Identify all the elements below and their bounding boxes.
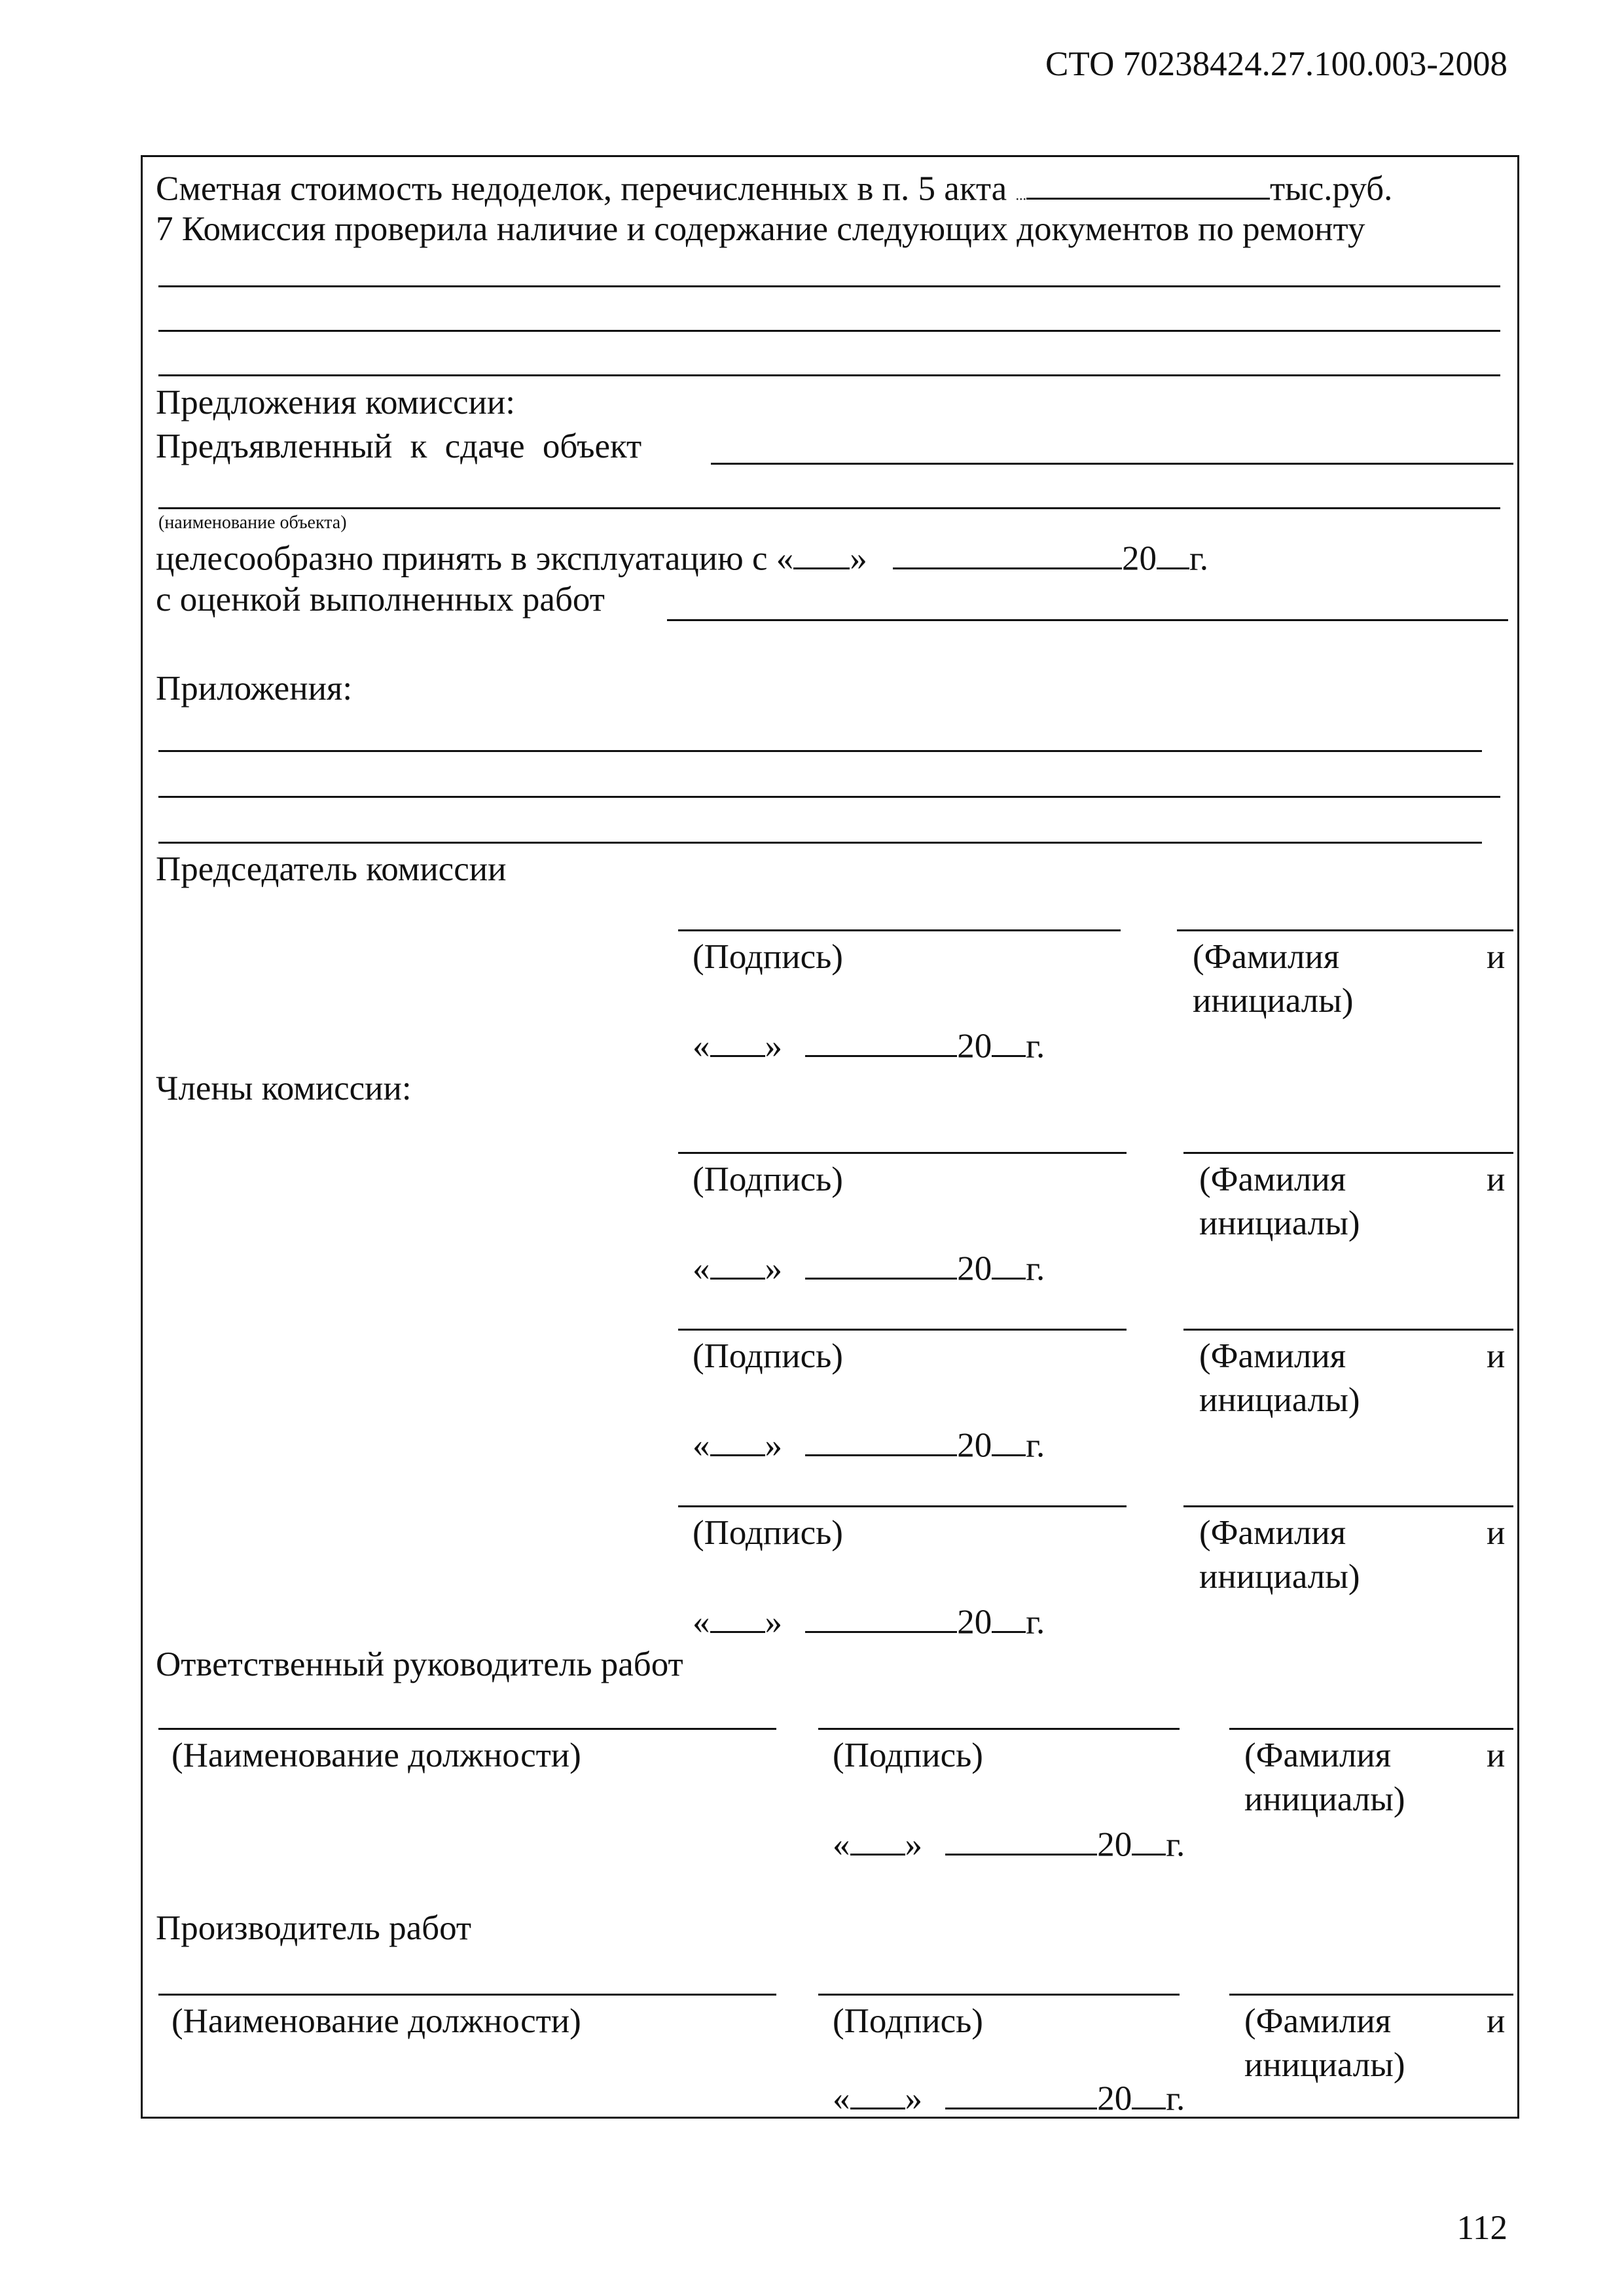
foreman-signature-caption: (Подпись) [833,2002,983,2040]
accept-mid: » [850,539,867,578]
foreman-name-caption: (Фамилия [1244,2002,1392,2040]
manager-name-caption-2: инициалы) [1244,1780,1405,1818]
chairman-name-caption-2: инициалы) [1193,982,1354,1020]
chairman-date: « » 20 г. [693,1027,1045,1066]
manager-name-caption: (Фамилия [1244,1736,1392,1774]
member3-name-caption-2: инициалы) [1199,1558,1360,1596]
chairman-label: Председатель комиссии [156,850,507,888]
item7-text: 7 Комиссия проверила наличие и содержание следующих документов по ремонту [156,210,1365,248]
chairman-name-line[interactable] [1177,929,1513,931]
member2-name-and: и [1487,1337,1506,1375]
foreman-position-caption: (Наименование должности) [171,2002,581,2040]
member3-name-line[interactable] [1183,1505,1513,1507]
member2-signature-caption: (Подпись) [693,1337,843,1375]
manager-label: Ответственный руководитель работ [156,1645,683,1683]
member3-date-year-field[interactable] [992,1604,1026,1633]
member3-signature-line[interactable] [678,1505,1127,1507]
appendices-line-3[interactable] [158,842,1482,844]
member2-date-day-field[interactable] [710,1427,765,1456]
estimate-row [156,170,1392,206]
member3-name-caption: (Фамилия [1199,1514,1346,1552]
assessment-field[interactable] [667,619,1508,621]
member1-name-and: и [1487,1160,1506,1198]
accept-day-field[interactable] [793,540,850,569]
member1-name-caption: (Фамилия [1199,1160,1346,1198]
manager-signature-caption: (Подпись) [833,1736,983,1774]
manager-signature-line[interactable] [818,1728,1180,1730]
object-caption: (наименование объекта) [158,512,347,533]
manager-position-caption: (Наименование должности) [171,1736,581,1774]
foreman-date-year-field[interactable] [1132,2080,1166,2109]
member2-date-year-field[interactable] [992,1427,1026,1456]
member2-name-caption-2: инициалы) [1199,1381,1360,1419]
member1-signature-line[interactable] [678,1152,1127,1154]
manager-name-and: и [1487,1736,1506,1774]
member1-date-month-field[interactable] [805,1250,957,1280]
chairman-date-month-field[interactable] [805,1028,957,1057]
documents-line-3[interactable] [158,374,1500,376]
member1-name-line[interactable] [1183,1152,1513,1154]
estimate-amount-field[interactable] [1026,170,1270,200]
foreman-name-line[interactable] [1229,1994,1513,1996]
foreman-name-and: и [1487,2002,1506,2040]
object-name-field[interactable] [711,463,1513,465]
foreman-name-caption-2: инициалы) [1244,2046,1405,2084]
foreman-date: « » 20 г. [833,2079,1185,2118]
foreman-date-month-field[interactable] [945,2080,1097,2109]
appendices-line-2[interactable] [158,796,1500,798]
member3-name-and: и [1487,1514,1506,1552]
documents-line-2[interactable] [158,330,1500,332]
chairman-signature-line[interactable] [678,929,1121,931]
chairman-name-caption: (Фамилия [1193,938,1340,976]
accept-row [156,540,1208,576]
member1-date: « » 20 г. [693,1249,1045,1288]
manager-position-line[interactable] [158,1728,776,1730]
member2-name-line[interactable] [1183,1329,1513,1331]
estimate-dots: ... [1015,187,1026,204]
member2-date-month-field[interactable] [805,1427,957,1456]
member1-signature-caption: (Подпись) [693,1160,843,1198]
member1-name-caption-2: инициалы) [1199,1204,1360,1242]
chairman-signature-caption: (Подпись) [693,938,843,976]
appendices-label: Приложения: [156,670,353,708]
chairman-name-and: и [1487,938,1506,976]
manager-name-line[interactable] [1229,1728,1513,1730]
member2-name-caption: (Фамилия [1199,1337,1346,1375]
manager-date-year-field[interactable] [1132,1826,1166,1856]
estimate-unit: тыс.руб. [1269,170,1393,208]
member2-date: « » 20 г. [693,1426,1045,1465]
member1-date-year-field[interactable] [992,1250,1026,1280]
document-code: СТО 70238424.27.100.003-2008 [1045,45,1507,83]
foreman-signature-line[interactable] [818,1994,1180,1996]
assessment-label: с оценкой выполненных работ [156,581,605,619]
accept-year: 20 [1121,539,1157,578]
member3-signature-caption: (Подпись) [693,1514,843,1552]
member2-signature-line[interactable] [678,1329,1127,1331]
member3-date-month-field[interactable] [805,1604,957,1633]
foreman-position-line[interactable] [158,1994,776,1996]
accept-g: г. [1189,539,1208,578]
accept-year-field[interactable] [1157,540,1189,569]
chairman-date-day-field[interactable] [710,1028,765,1057]
member1-date-day-field[interactable] [710,1250,765,1280]
accept-text: целесообразно принять в эксплуатацию с « [156,539,794,578]
member3-date: « » 20 г. [693,1603,1045,1641]
foreman-date-day-field[interactable] [850,2080,905,2109]
page-number: 112 [1456,2209,1507,2247]
proposals-label: Предложения комиссии: [156,384,515,422]
accept-month-field[interactable] [893,540,1122,569]
manager-date-month-field[interactable] [945,1826,1097,1856]
foreman-label: Производитель работ [156,1909,472,1947]
appendices-line-1[interactable] [158,750,1482,752]
manager-date-day-field[interactable] [850,1826,905,1856]
documents-line-1[interactable] [158,285,1500,287]
chairman-date-year-field[interactable] [992,1028,1026,1057]
form-frame [141,155,1519,2119]
object-name-line-2[interactable] [158,507,1500,509]
manager-date: « » 20 г. [833,1825,1185,1864]
estimate-text: Сметная стоимость недоделок, перечисленных в п. 5 акта [156,170,1007,208]
object-label: Предъявленный к сдаче объект [156,427,642,465]
member3-date-day-field[interactable] [710,1604,765,1633]
members-label: Члены комиссии: [156,1069,412,1107]
